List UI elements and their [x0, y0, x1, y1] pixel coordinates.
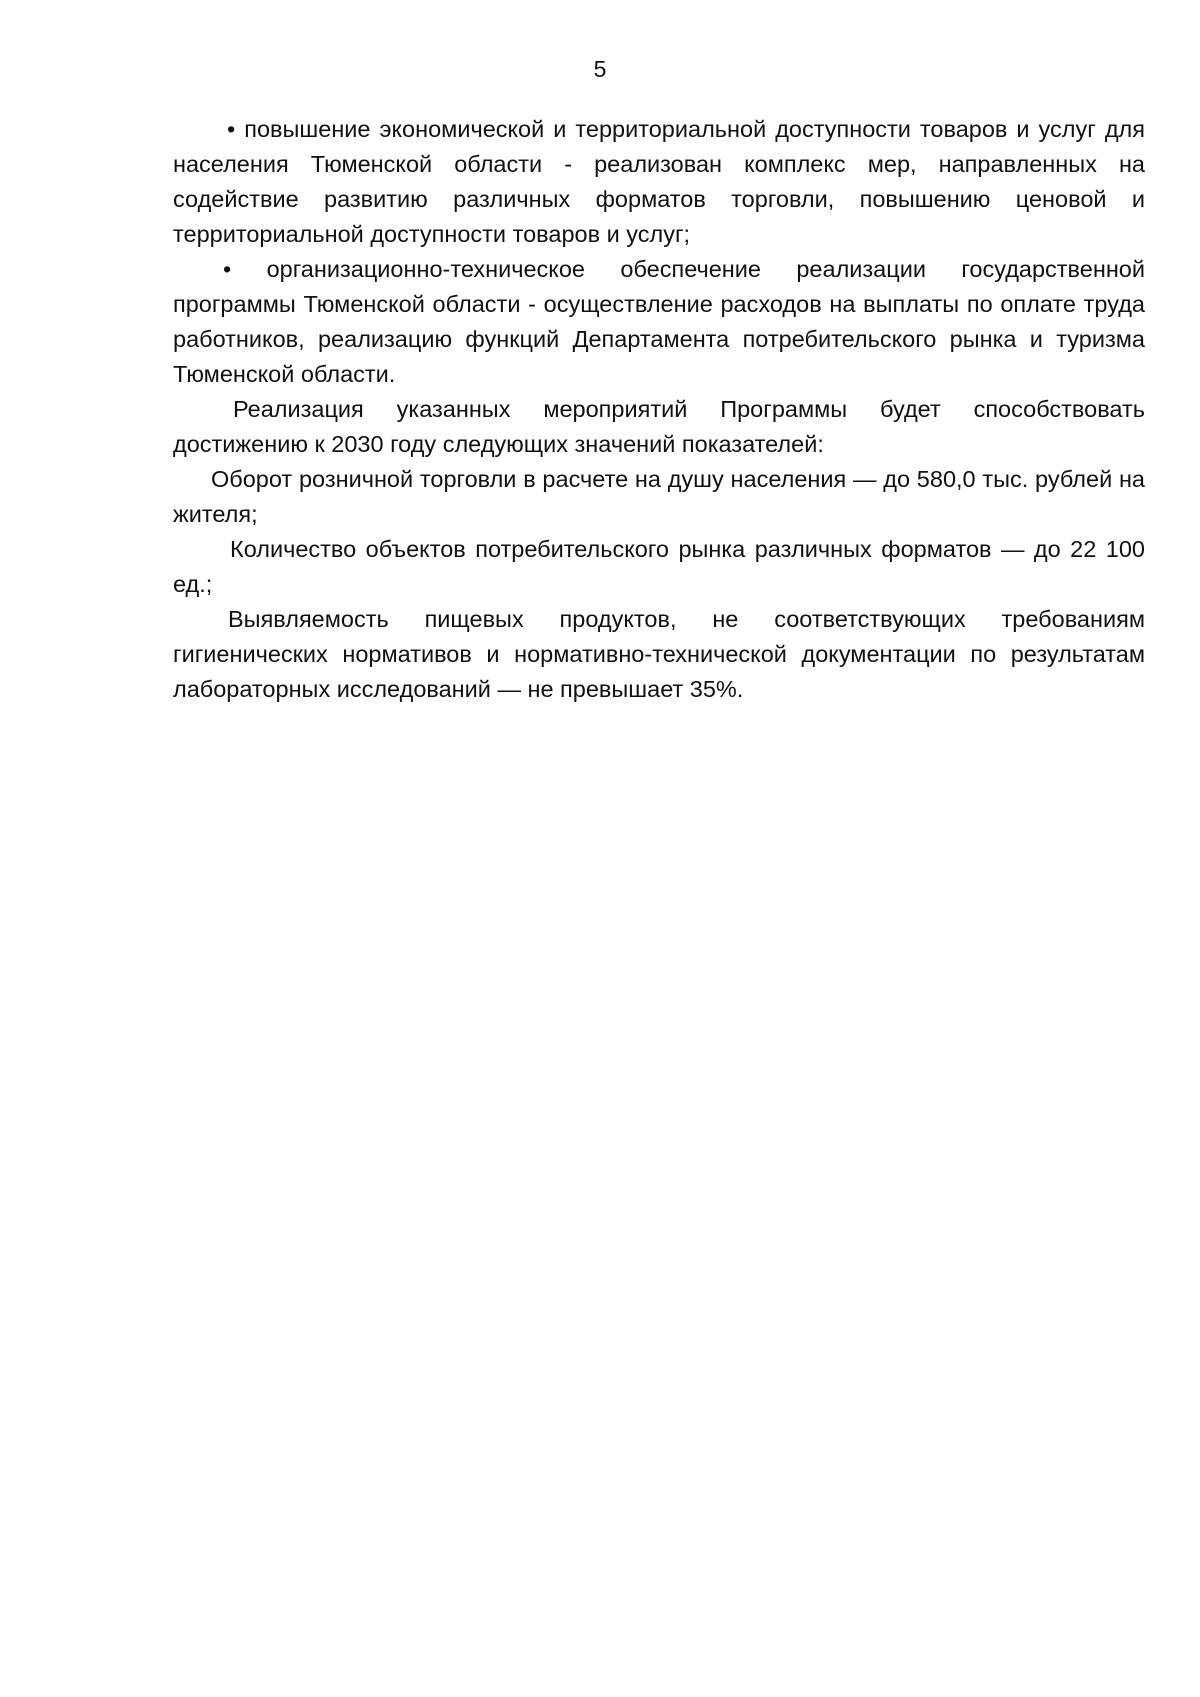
paragraph-bullet-organizational-support: • организационно-техническое обеспечение реализации государственной программы Тюменской области - осуществление расходов на выплаты по оплате труда работников, реализацию функций Департамента потребительского рынка и туризма Тюменской области. — [173, 256, 1145, 387]
paragraph-food-products-detection: Выявляемость пищевых продуктов, не соответствующих требованиям гигиенических нормативов и нормативно-технической документации по результатам лабораторных исследований — не превышает 35%. — [173, 606, 1145, 702]
paragraph-retail-turnover: Оборот розничной торговли в расчете на душу населения — до 580,0 тыс. рублей на жителя; — [173, 466, 1145, 527]
paragraph-consumer-market-objects: Количество объектов потребительского рынка различных форматов — до 22 100 ед.; — [173, 536, 1145, 597]
page-number: 5 — [593, 56, 607, 82]
paragraph-bullet-availability: • повышение экономической и территориальной доступности товаров и услуг для населения Тюменской области - реализован комплекс мер, направленных на содействие развитию различных форматов торговли, повышению ценовой и территориальной доступности товаров и услуг; — [173, 116, 1145, 247]
paragraph-program-implementation: Реализация указанных мероприятий Программы будет способствовать достижению к 2030 году следующих значений показателей: — [173, 396, 1145, 457]
document-body — [173, 112, 1145, 707]
